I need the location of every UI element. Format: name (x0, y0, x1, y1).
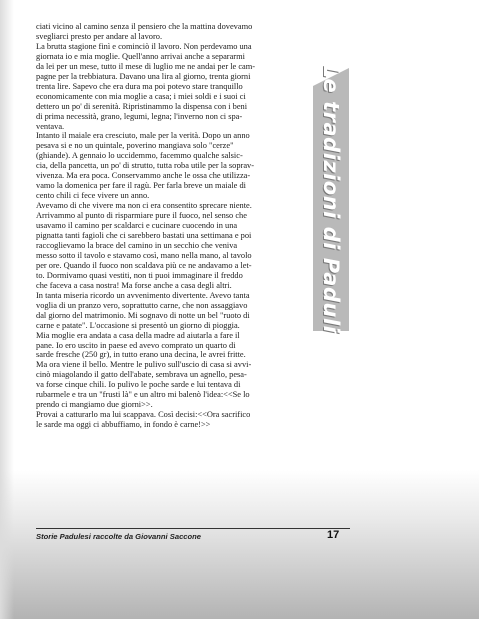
text-line: usavamo il camino per scaldarci e cucinare cuocendo in una (36, 221, 238, 231)
text-line: voglia di un pranzo vero, soprattutto carne, che non assaggiavo (36, 300, 248, 310)
text-line: pesava si e no un quintale, poverino mangiava solo "cerze" (36, 141, 234, 151)
text-line: Arrivammo al punto di risparmiare pure il fuoco, nel senso che (36, 211, 247, 221)
text-line: cento chili ci fece vivere un anno. (36, 191, 150, 201)
text-line: che faceva a casa nostra! Ma forse anche a casa degli altri. (36, 280, 232, 290)
text-line: pagne per la trebbiatura. Davano una lira al giorno, trenta giorni (36, 71, 251, 81)
text-line: La brutta stagione finì e cominciò il lavoro. Non perdevamo una (36, 41, 252, 51)
text-line: Intanto il maiale era cresciuto, male per la verità. Dopo un anno (36, 131, 250, 141)
text-line: ciati vicino al camino senza il pensiero che la mattina dovevamo (36, 22, 253, 31)
text-line: trenta lire. Sapevo che era dura ma poi potevo stare tranquillo (36, 81, 243, 91)
text-line: dettero un po' di serenità. Ripristinammo la dispensa con i beni (36, 101, 248, 111)
text-line: vamo la domenica per fare il ragù. Per farla breve un maiale di (36, 181, 246, 191)
text-line: da lei per un mese, tutto il mese di luglio me ne andai per le cam- (36, 61, 256, 71)
page-number: 17 (327, 529, 340, 541)
text-line: giornata io e mia moglie. Quell'anno arrivai anche a separarmi (36, 51, 245, 61)
text-line: messo sotto il tavolo e stavamo così, mano nella mano, al tavolo (36, 250, 252, 260)
text-line: dal giorno del matrimonio. Mi sognavo di notte un bel "ruoto di (36, 310, 250, 320)
text-line: le sarde ma oggi ci abbuffiamo, in fondo è carne!>> (36, 420, 211, 430)
binding-shadow (0, 0, 14, 619)
body-text (36, 22, 312, 430)
text-line: pane. Io ero uscito in paese ed avevo comprato un quarto di (36, 340, 236, 350)
text-line: raccoglievamo la brace del camino in un secchio che veniva (36, 240, 238, 250)
text-line: per ore. Quando il fuoco non scaldava più ce ne andavamo a let- (36, 260, 252, 270)
text-line: Avevamo di che vivere ma non ci era consentito sprecare niente. (36, 201, 252, 211)
text-line: In tanta miseria ricordo un avvenimento divertente. Avevo tanta (36, 290, 250, 300)
sidebar-title: Le tradizioni di Paduli (319, 64, 343, 334)
text-line: prendo ci mangiamo due giorni>>. (36, 400, 153, 410)
text-line: Ma ora viene il bello. Mentre le pulivo sull'uscio di casa si avvi- (36, 360, 252, 370)
text-line: rubarmele e tra un "frusti là" e un altro mi balenò l'idea:<<Se lo (36, 390, 250, 400)
text-line: cia, della pancetta, un po' di strutto, tutta roba utile per la soprav- (36, 161, 255, 171)
footer-rule (36, 528, 350, 529)
text-line: va forse cinque chili. Io pulivo le poche sarde e lui tentava di (36, 380, 241, 390)
text-line: cinò miagolando il gatto dell'abate, sembrava un agnello, pesa- (36, 370, 247, 380)
text-line: sarde fresche (250 gr), in tutto erano una decina, le avrei fritte. (36, 350, 246, 360)
text-line: di prima necessità, grano, legumi, legna; l'inverno non ci spa- (36, 111, 243, 121)
text-line: pignatta tanti fagioli che ci sarebbero bastati una settimana e poi (36, 231, 252, 241)
text-line: economicamente con mia moglie a casa; i miei soldi e i suoi ci (36, 91, 246, 101)
text-line: carne e patate". L'occasione si presentò un giorno di pioggia. (36, 320, 240, 330)
text-line: to. Dormivamo quasi vestiti, non ti puoi immaginare il freddo (36, 270, 243, 280)
text-line: Provai a catturarlo ma lui scappava. Così decisi:<<Ora sacrifico (36, 410, 251, 420)
footer-credit: Storie Padulesi raccolte da Giovanni Saccone (36, 532, 202, 541)
text-line: ventava. (36, 121, 65, 131)
text-line: (ghiande). A gennaio lo uccidemmo, facemmo qualche salsic- (36, 151, 243, 161)
text-line: Mia moglie era andata a casa della madre ad aiutarla a fare il (36, 330, 240, 340)
text-line: vivenza. Ma era poca. Conservammo anche le ossa che utilizza- (36, 171, 251, 181)
text-line: svegliarci presto per andare al lavoro. (36, 31, 163, 41)
